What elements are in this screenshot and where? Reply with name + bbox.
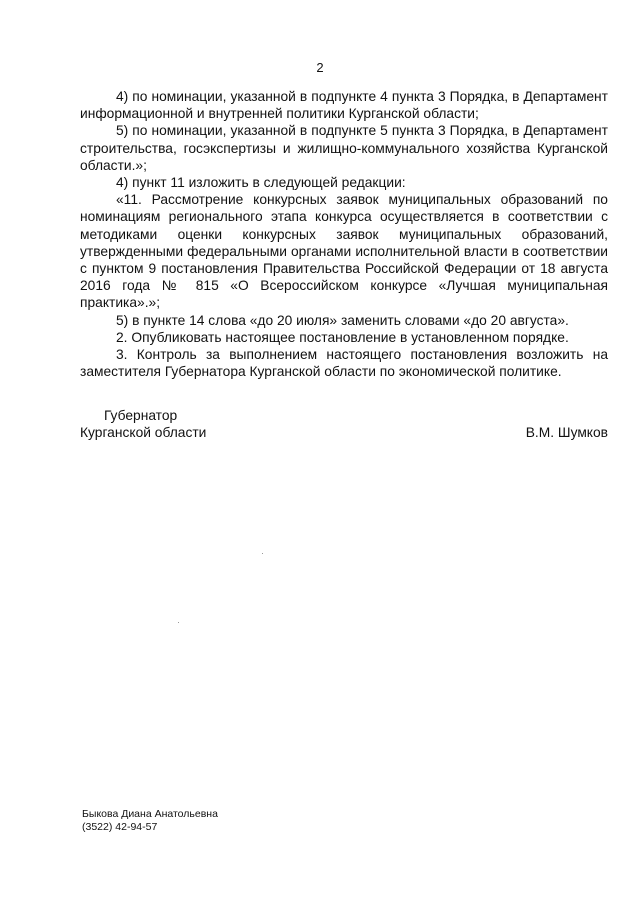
scan-speck (178, 622, 179, 623)
paragraph-point-11-text: «11. Рассмотрение конкурсных заявок муниципальных образований по номинациям регионального этапа конкурса осуществляется в соответствии с методиками оценки конкурсных заявок муниципальных образований, утвержденными федеральными органами исполнительной власти в соответствии с пунктом 9 постановления Правительства Российской Федерации от 18 августа 2016 года № 815 «О Всероссийском конкурсе «Лучшая муниципальная практика».»; (80, 192, 608, 311)
executor-phone: (3522) 42-94-57 (82, 821, 158, 833)
page-number: 2 (316, 60, 324, 75)
paragraph-item-5: 5) по номинации, указанной в подпункте 5 пункта 3 Порядка, в Департамент строительства, госэкспертизы и жилищно-коммунального хозяйства Курганской области.»; (80, 123, 608, 173)
executor-name: Быкова Диана Анатольевна (82, 808, 218, 820)
signature-name: В.М. Шумков (525, 425, 608, 440)
paragraph-control: 3. Контроль за выполнением настоящего постановления возложить на заместителя Губернатора Курганской области по экономической политике. (80, 347, 608, 380)
document-body (80, 88, 608, 380)
signature-title-line2: Курганской области (80, 425, 207, 441)
paragraph-publish: 2. Опубликовать настоящее постановление в установленном порядке. (116, 329, 569, 345)
paragraph-point-11-intro: 4) пункт 11 изложить в следующей редакции: (116, 175, 406, 191)
paragraph-point-14: 5) в пункте 14 слова «до 20 июля» заменить словами «до 20 августа». (116, 312, 569, 328)
signature-title-line1: Губернатор (104, 408, 178, 423)
paragraph-item-4: 4) по номинации, указанной в подпункте 4 пункта 3 Порядка, в Департамент информационной и внутренней политики Курганской области; (80, 89, 608, 122)
executor-info (82, 808, 218, 834)
scan-speck (262, 553, 263, 554)
signature-title (80, 407, 206, 441)
